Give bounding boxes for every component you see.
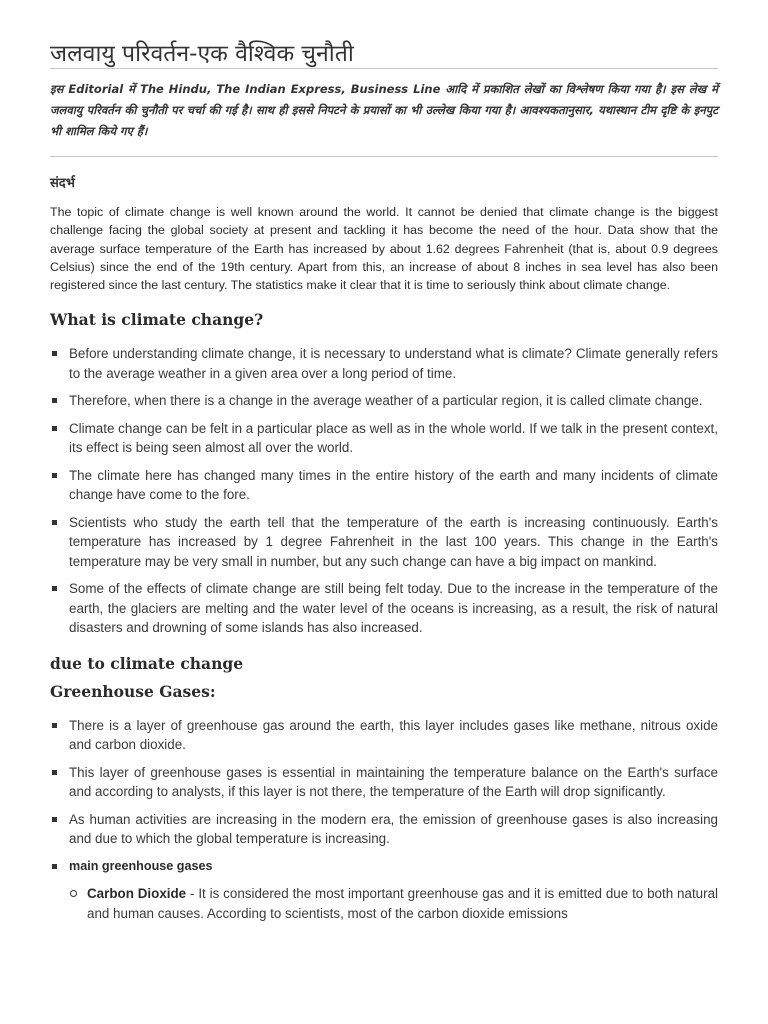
page-title: जलवायु परिवर्तन-एक वैश्विक चुनौती — [50, 41, 354, 67]
list-item: As human activities are increasing in the modern era, the emission of greenhouse gases is also increasing and due to which the global temperature is increasing. — [50, 810, 718, 849]
list-item-main-greenhouse-gases — [50, 857, 718, 924]
list-item: Before understanding climate change, it is necessary to understand what is climate? Climate generally refers to the average weather in a given area over a long period of time. — [50, 344, 718, 383]
carbon-dioxide-term: Carbon Dioxide — [87, 886, 187, 902]
square-bullet-icon — [52, 520, 57, 525]
intro-divider — [50, 156, 718, 157]
square-bullet-icon — [52, 473, 57, 478]
square-bullet-icon — [52, 817, 57, 822]
square-bullet-icon — [52, 864, 57, 869]
main-gases-sublist — [69, 884, 718, 923]
list-item: Scientists who study the earth tell that the temperature of the earth is increasing continuously. Earth's temperature has increased by 1 degree Fahrenheit in the last 100 years. This change in the Earth's temperature may be very small in number, but any such change can have a big impact on mankind. — [50, 513, 718, 572]
square-bullet-icon — [52, 770, 57, 775]
title-divider — [50, 68, 718, 69]
list-item: The climate here has changed many times in the entire history of the earth and many incidents of climate change have come to the fore. — [50, 466, 718, 505]
sublist-item-carbon-dioxide — [69, 884, 718, 923]
editorial-intro: इस Editorial में The Hindu, The Indian Express, Business Line आदि में प्रकाशित लेखों का विश्लेषण किया गया है। इस लेख में जलवायु परिवर्तन की चुनौती पर चर्चा की गई है। साथ ही इससे निपटने के प्रयासों का भी उल्लेख किया गया है। आवश्यकतानुसार, यथास्थान टीम दृष्टि के इनपुट भी शामिल किये गए हैं। — [50, 82, 718, 138]
square-bullet-icon — [52, 426, 57, 431]
section-heading-greenhouse-gases: Greenhouse Gases: — [50, 681, 216, 701]
greenhouse-gases-list — [50, 716, 718, 924]
list-item: Some of the effects of climate change are still being felt today. Due to the increase in the temperature of the earth, the glaciers are melting and the water level of the oceans is increasing, as a result, the risk of natural disasters and drowning of some islands has also increased. — [50, 579, 718, 638]
context-paragraph: The topic of climate change is well known around the world. It cannot be denied that climate change is the biggest challenge facing the global society at present and tackling it has become the need of the hour. Data show that the average surface temperature of the Earth has increased by about 1.62 degrees Fahrenheit (that is, about 0.9 degrees Celsius) since the end of the 19th century. Apart from this, an increase of about 8 inches in sea level has also been registered since the last century. The statistics make it clear that it is time to seriously think about climate change. — [50, 205, 718, 293]
section-heading-due-to-climate-change: due to climate change — [50, 653, 244, 673]
list-item: Therefore, when there is a change in the average weather of a particular region, it is called climate change. — [50, 391, 718, 411]
square-bullet-icon — [52, 723, 57, 728]
what-is-climate-change-list — [50, 344, 718, 638]
square-bullet-icon — [52, 398, 57, 403]
circle-bullet-icon — [70, 890, 77, 897]
list-item: There is a layer of greenhouse gas around the earth, this layer includes gases like methane, nitrous oxide and carbon dioxide. — [50, 716, 718, 755]
section-heading-what-is-climate-change: What is climate change? — [50, 310, 264, 330]
main-gases-label: main greenhouse gases — [69, 858, 213, 873]
list-item: Climate change can be felt in a particular place as well as in the whole world. If we talk in the present context, its effect is being seen almost all over the world. — [50, 419, 718, 458]
square-bullet-icon — [52, 351, 57, 356]
carbon-dioxide-text: - It is considered the most important greenhouse gas and it is emitted due to both natural and human causes. According to scientists, most of the carbon dioxide emissions — [87, 886, 718, 921]
context-heading: संदर्भ — [50, 176, 75, 191]
list-item: This layer of greenhouse gases is essential in maintaining the temperature balance on the Earth's surface and according to analysts, if this layer is not there, the temperature of the Earth will drop significantly. — [50, 763, 718, 802]
square-bullet-icon — [52, 586, 57, 591]
